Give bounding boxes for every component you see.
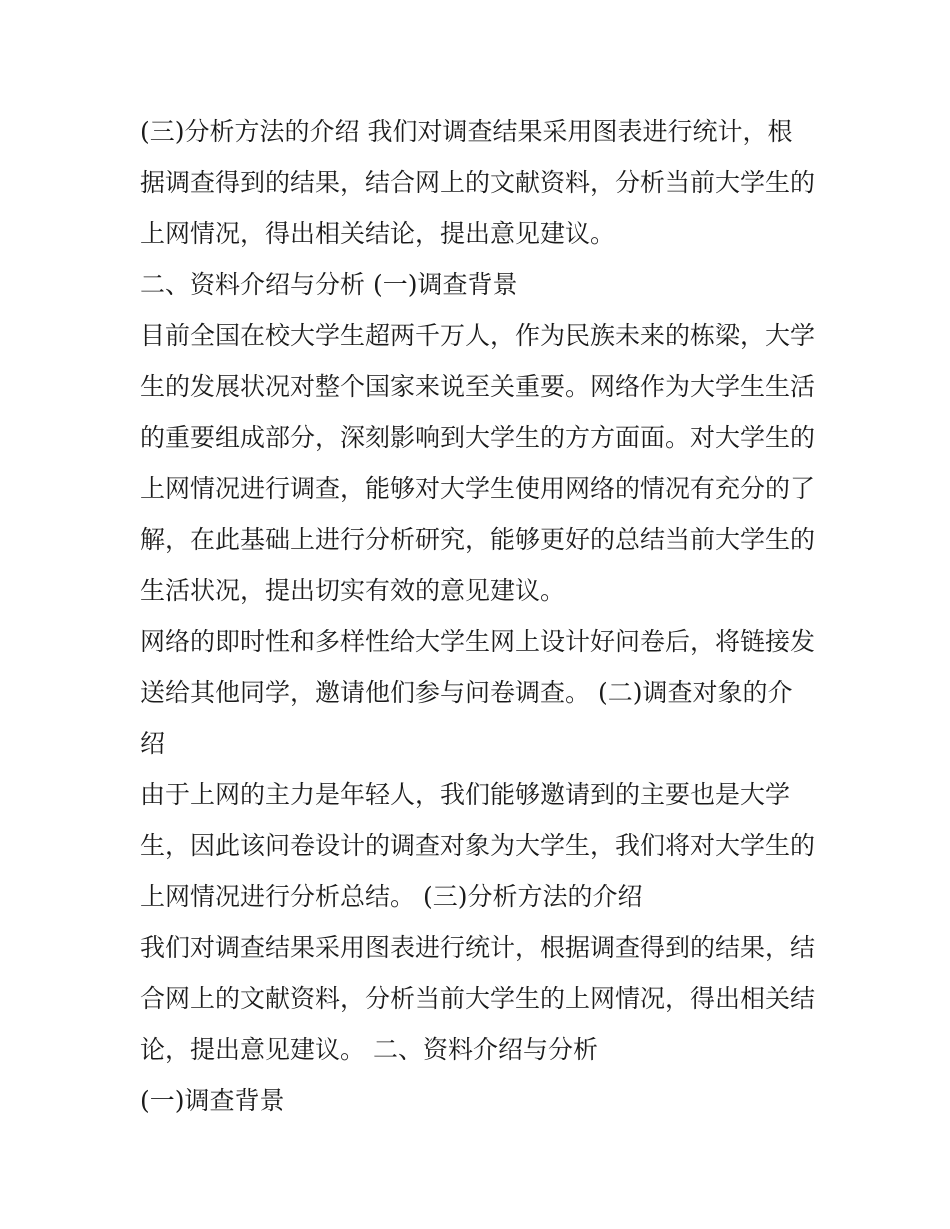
text-line: 由于上网的主力是年轻人，我们能够邀请到的主要也是大学 <box>140 780 791 809</box>
section-heading-line: 二、资料介绍与分析 (一)调查背景 <box>140 270 518 299</box>
text-line: 我们对调查结果采用图表进行统计，根据调查得到的结果，结 <box>140 933 816 962</box>
text-line: 上网情况进行分析总结。 (三)分析方法的介绍 <box>140 882 643 911</box>
document-body <box>140 106 820 1126</box>
text-line: 论，提出意见建议。 二、资料介绍与分析 <box>140 1035 598 1064</box>
text-line: 上网情况进行调查，能够对大学生使用网络的情况有充分的了 <box>140 474 816 503</box>
text-line: 生，因此该问卷设计的调查对象为大学生，我们将对大学生的 <box>140 831 816 860</box>
text-line: 网络的即时性和多样性给大学生网上设计好问卷后，将链接发 <box>140 627 816 656</box>
text-line: 送给其他同学，邀请他们参与问卷调查。 (二)调查对象的介 <box>140 678 793 707</box>
text-line: 合网上的文献资料，分析当前大学生的上网情况，得出相关结 <box>140 984 816 1013</box>
text-line: 生的发展状况对整个国家来说至关重要。网络作为大学生生活 <box>140 372 816 401</box>
text-line: (三)分析方法的介绍 我们对调查结果采用图表进行统计，根 <box>140 117 793 146</box>
text-line: 的重要组成部分，深刻影响到大学生的方方面面。对大学生的 <box>140 423 816 452</box>
text-line: 生活状况，提出切实有效的意见建议。 <box>140 576 566 605</box>
text-line: 上网情况，得出相关结论，提出意见建议。 <box>140 219 616 248</box>
section-heading-line: (一)调查背景 <box>140 1086 285 1115</box>
text-line: 解，在此基础上进行分析研究，能够更好的总结当前大学生的 <box>140 525 816 554</box>
text-line: 据调查得到的结果，结合网上的文献资料，分析当前大学生的 <box>140 168 816 197</box>
text-line: 绍 <box>140 729 166 758</box>
text-line: 目前全国在校大学生超两千万人，作为民族未来的栋梁，大学 <box>140 321 816 350</box>
